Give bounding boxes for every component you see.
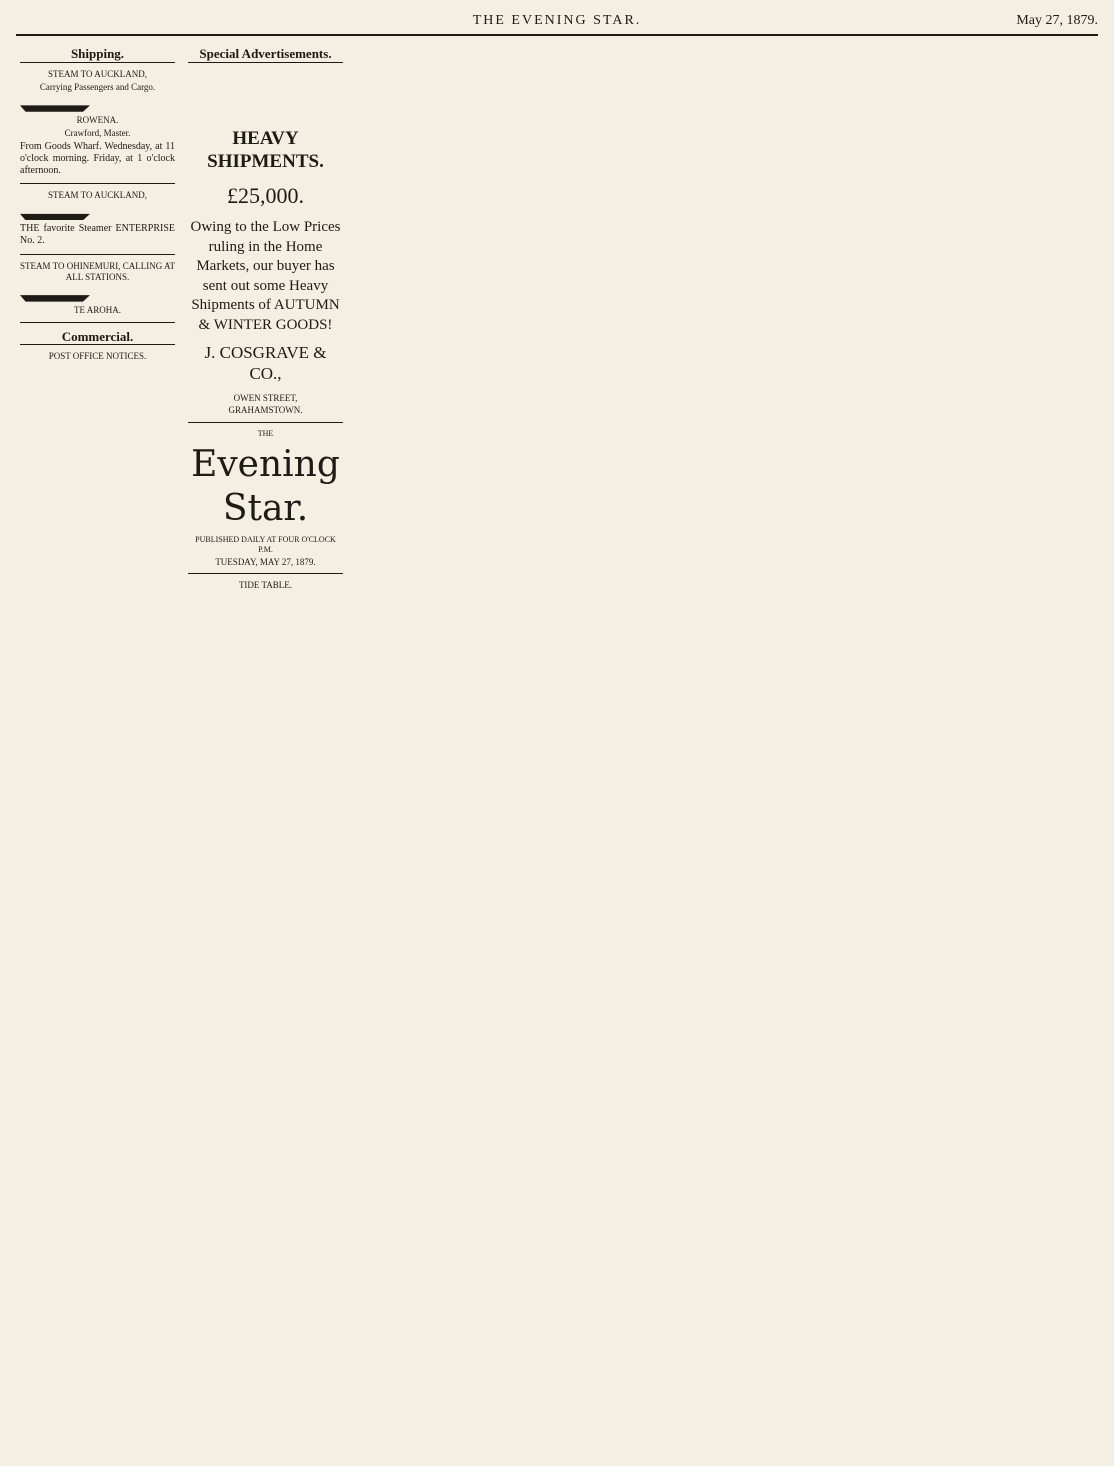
firm-town: GRAHAMSTOWN. xyxy=(228,405,303,416)
post-heading: POST OFFICE NOTICES. xyxy=(48,351,147,362)
tide-heading: TIDE TABLE. xyxy=(238,580,293,591)
ad1-title: STEAM TO AUCKLAND, xyxy=(48,68,147,79)
price: £25,000. xyxy=(227,183,304,209)
ad2-title: STEAM TO AUCKLAND, xyxy=(48,190,147,201)
the-label: THE xyxy=(257,429,274,439)
firm-name: J. COSGRAVE & CO., xyxy=(204,343,327,383)
nameplate: Evening Star. xyxy=(191,444,340,530)
steamer-icon xyxy=(20,96,90,112)
advertisements-column xyxy=(188,42,343,593)
issue-date: TUESDAY, MAY 27, 1879. xyxy=(215,556,316,567)
ad3-ship: TE AROHA. xyxy=(74,304,121,315)
shipping-heading: Shipping. xyxy=(20,46,175,63)
special-ads-heading: Special Advertisements. xyxy=(188,46,343,63)
steamer-icon xyxy=(20,286,90,302)
shipping-column xyxy=(20,42,175,364)
ad1-master: Crawford, Master. xyxy=(64,127,131,138)
commercial-heading: Commercial. xyxy=(20,329,175,346)
published-line: PUBLISHED DAILY AT FOUR O'CLOCK P.M. xyxy=(195,535,336,554)
masthead xyxy=(16,12,1098,36)
steamer-icon xyxy=(20,204,90,220)
ad2-ship: THE favorite Steamer ENTERPRISE No. 2. xyxy=(20,223,175,247)
ad3-title: STEAM TO OHINEMURI, CALLING AT ALL STATIONS. xyxy=(20,260,175,282)
ad1-text: From Goods Wharf. Wednesday, at 11 o'clock morning. Friday, at 1 o'clock afternoon. xyxy=(20,140,175,177)
ad-body: Owing to the Low Prices ruling in the Home Markets, our buyer has sent out some Heavy Shipments of AUTUMN & WINTER GOODS! xyxy=(190,219,341,333)
ad1-ship: ROWENA. xyxy=(76,114,119,125)
heavy-shipments: HEAVY SHIPMENTS. xyxy=(207,127,324,173)
paper-title: THE EVENING STAR. xyxy=(472,13,642,28)
firm-street: OWEN STREET, xyxy=(233,392,298,403)
masthead-date: May 27, 1879. xyxy=(1016,13,1098,28)
ad1-sub: Carrying Passengers and Cargo. xyxy=(39,81,156,92)
